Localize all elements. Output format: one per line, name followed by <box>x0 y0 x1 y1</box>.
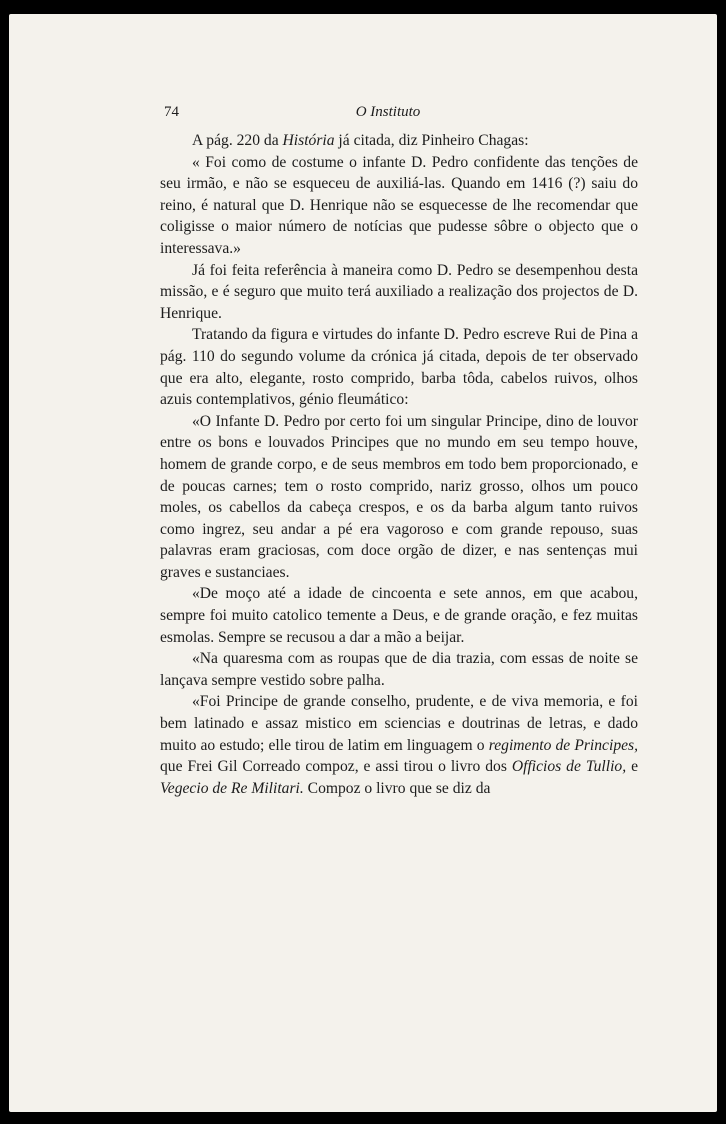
paragraph <box>160 324 638 410</box>
running-head <box>154 104 622 126</box>
text-run: «Foi Principe de grande conselho, prudente, e de viva memoria, e foi bem latinado e assaz mistico em sciencias e doutrinas de letras, e dado muito ao estudo; elle tirou de latim em linguagem o <box>160 693 638 754</box>
paragraph <box>160 583 638 648</box>
text-run: Tratando da figura e virtudes do infante D. Pedro escreve Rui de Pina a pág. 110 do segundo volume da crónica já citada, depois de ter observado que era alto, elegante, rosto comprido, barba tôda, cabelos ruivos, olhos azuis contemplativos, génio fleumático: <box>160 326 638 409</box>
paragraph <box>160 411 638 584</box>
paragraph <box>160 691 638 799</box>
paragraph <box>160 130 638 152</box>
paragraph <box>160 152 638 260</box>
text-run: «O Infante D. Pedro por certo foi um singular Principe, dino de louvor entre os bons e louvados Principes que no mundo em seu tempo houve, homem de grande corpo, e de seus membros em todo bem proporcionado, e de poucas carnes; tem o rosto comprido, nariz grosso, olhos um pouco moles, os cabellos da cabeça crespos, e os da barba algum tanto ruivos como ingrez, seu andar a pé era vagoroso e com grande repouso, suas palavras eram graciosas, com doce orgão de dizer, e nas sentenças mui graves e sustanciaes. <box>160 412 638 581</box>
journal-title: O Instituto <box>355 104 421 120</box>
text-run: e <box>626 758 638 776</box>
text-run: «Na quaresma com as roupas que de dia trazia, com essas de noite se lançava sempre vestido sobre palha. <box>160 650 638 689</box>
body-text <box>160 130 638 799</box>
italic-title: regimento de Principes, <box>488 736 638 754</box>
text-run: « Foi como de costume o infante D. Pedro confidente das tenções de seu irmão, e não se esqueceu de auxiliá-las. Quando em 1416 (?) saiu do reino, é natural que D. Henrique não se esquecesse de lhe recomendar que coligisse o maior número de notícias que pudesse sôbre o objecto que o interessava.» <box>160 153 638 257</box>
italic-title: Officios de Tullio, <box>511 758 627 776</box>
page-number: 74 <box>164 104 179 120</box>
text-run: Já foi feita referência à maneira como D. Pedro se desempenhou desta missão, e é seguro que muito terá auxiliado a realização dos projectos de D. Henrique. <box>160 261 638 322</box>
text-run: A pág. 220 da <box>192 132 283 149</box>
italic-title: Vegecio de Re Militari. <box>160 779 304 797</box>
text-run: Compoz o livro que se diz da <box>303 779 491 797</box>
italic-title: História <box>282 132 335 149</box>
text-run: «De moço até a idade de cincoenta e sete annos, em que acabou, sempre foi muito catolico temente a Deus, e de grande oração, e fez muitas esmolas. Sempre se recusou a dar a mão a beijar. <box>160 585 638 646</box>
paragraph <box>160 260 638 325</box>
text-run: já citada, diz Pinheiro Chagas: <box>334 132 529 149</box>
paragraph <box>160 648 638 691</box>
text-run: que Frei Gil Correado compoz, e assi tirou o livro dos <box>160 758 512 776</box>
